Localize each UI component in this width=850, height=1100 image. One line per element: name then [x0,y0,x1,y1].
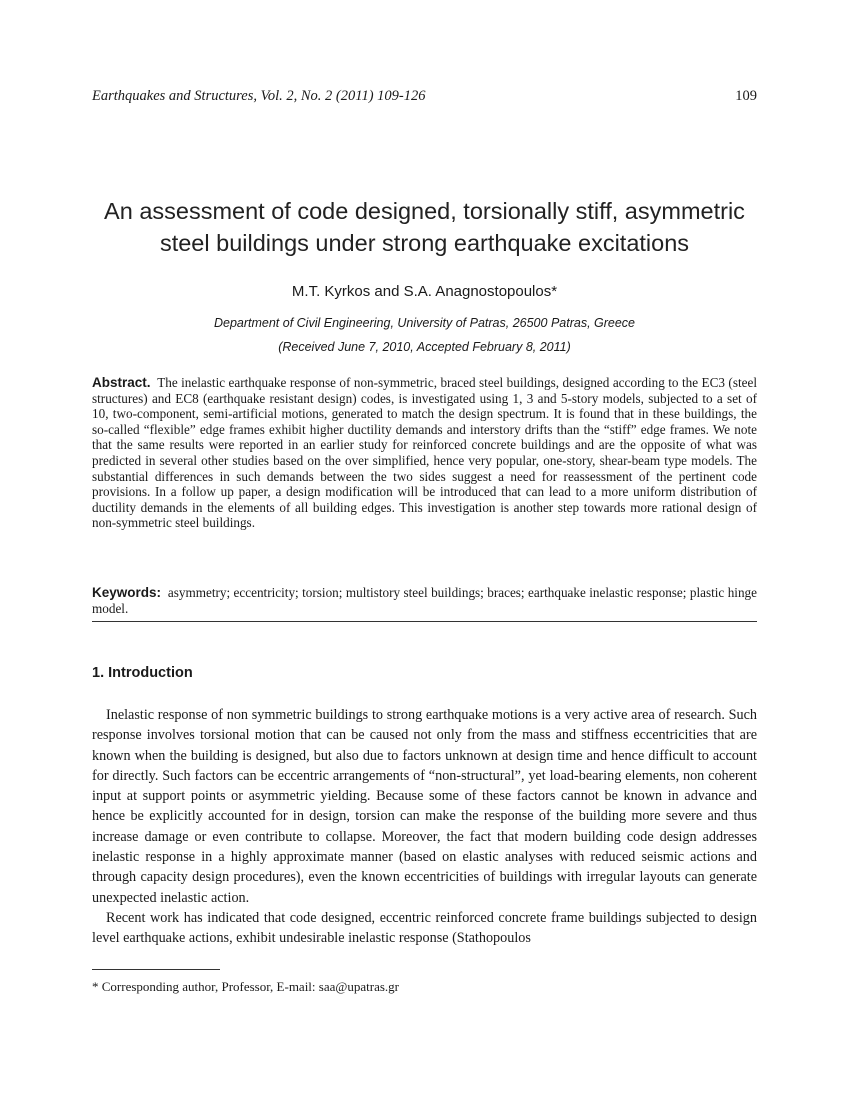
affiliation: Department of Civil Engineering, University of Patras, 26500 Patras, Greece [213,316,636,330]
keywords [92,585,757,617]
received-accepted-dates: (Received June 7, 2010, Accepted February 8, 2011) [278,340,571,354]
abstract-divider [92,621,757,622]
keywords-text: asymmetry; eccentricity; torsion; multistory steel buildings; braces; earthquake inelastic response; plastic hinge model. [92,585,757,616]
journal-reference: Earthquakes and Structures, Vol. 2, No. 2 (2011) 109-126 [92,88,426,104]
paper-page [92,0,757,1100]
section-heading-introduction: 1. Introduction [92,665,193,681]
body-paragraph: Inelastic response of non symmetric buildings to strong earthquake motions is a very active area of research. Such response involves torsional motion that can be caused not only from the mass and stiffness eccentricities that are known when the building is designed, but also due to factors unknown at design time and hence difficult to account for directly. Such factors can be eccentric arrangements of “non-structural”, yet load-bearing elements, non coherent input at support points or asymmetric yielding. Because some of these factors cannot be known in advance and hence be explicitly accounted for in design, torsion can make the response of the building more severe and thus increase damage or even contribute to collapse. Moreover, the fact that modern building code design addresses inelastic response in a highly approximate manner (based on elastic analyses with reduced seismic actions and through capacity design procedures), even the known eccentricities of buildings with irregular layouts can generate unexpected inelastic action. [92,707,757,906]
footnote-corresponding-author: * Corresponding author, Professor, E-mail: saa@upatras.gr [92,979,399,994]
paper-title-line-1: An assessment of code designed, torsionally stiff, asymmetric [104,198,745,224]
abstract [92,375,757,531]
abstract-text: The inelastic earthquake response of non-symmetric, braced steel buildings, designed according to the EC3 (steel structures) and EC8 (earthquake resistant design) codes, is investigated using 1, 3 and 5-story models, subjected to a set of 10, two-component, semi-artificial motions, generated to match the design spectrum. It is found that in these buildings, the so-called “flexible” edge frames exhibit higher ductility demands and interstory drifts than the “stiff” edge frames. We note that the same results were reported in an earlier study for reinforced concrete buildings and are the opposite of what was predicted in several other studies based on the over simplified, hence very popular, one-story, shear-beam type models. The substantial differences in such demands between the two sides suggest a need for reassessment of the pertinent code provisions. In a follow up paper, a design modification will be introduced that can lead to a more uniform distribution of ductility demands in the elements of all building edges. This investigation is another step towards more rational design of non-symmetric steel buildings. [92,375,757,531]
authors: M.T. Kyrkos and S.A. Anagnostopoulos* [291,283,558,300]
paper-title-line-2: steel buildings under strong earthquake excitations [159,230,690,256]
running-head [92,88,757,108]
page-number: 109 [735,88,757,104]
keywords-label: Keywords: [92,585,162,600]
abstract-label: Abstract. [92,375,151,390]
footnote-divider [92,969,220,970]
body-paragraph: Recent work has indicated that code designed, eccentric reinforced concrete frame buildings subjected to design level earthquake actions, exhibit undesirable inelastic response (Stathopoulos [92,909,757,947]
introduction-body [92,705,757,949]
paper-title [82,195,767,259]
